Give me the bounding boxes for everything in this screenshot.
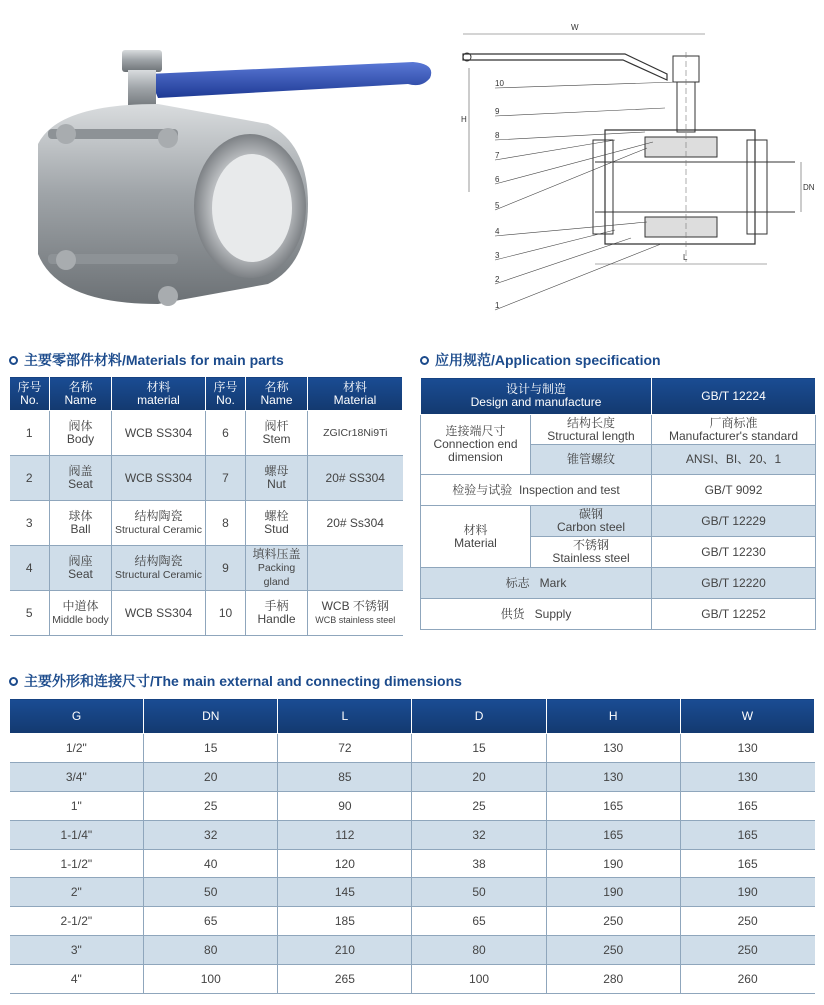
callout-8: 8 bbox=[495, 131, 500, 140]
dimension-cell: 2-1/2" bbox=[10, 907, 144, 936]
dimension-cell: 72 bbox=[278, 734, 412, 763]
table-row bbox=[10, 878, 815, 907]
dimension-cell: 20 bbox=[144, 762, 278, 791]
table-row bbox=[10, 907, 815, 936]
dimension-cell: 185 bbox=[278, 907, 412, 936]
dimension-cell: 130 bbox=[680, 734, 814, 763]
dimension-cell: 50 bbox=[412, 878, 546, 907]
dimension-cell: 250 bbox=[546, 936, 680, 965]
dimension-cell: 100 bbox=[144, 965, 278, 994]
dimension-cell: 130 bbox=[546, 734, 680, 763]
dim-label-w: W bbox=[571, 23, 579, 32]
table-row bbox=[10, 791, 815, 820]
materials-table bbox=[9, 376, 403, 636]
header-no-2: 序号 No. bbox=[206, 377, 246, 411]
table-row: 1 阀体 Body WCB SS304 6 阀杆 Stem ZGICr18Ni9Ti bbox=[10, 411, 403, 456]
table-row: 锥管螺纹 ANSI、BI、20、1 bbox=[421, 445, 816, 475]
dimension-cell: 4" bbox=[10, 965, 144, 994]
dimensions-body bbox=[10, 734, 815, 994]
dimension-cell: 32 bbox=[412, 820, 546, 849]
dimension-cell: 3" bbox=[10, 936, 144, 965]
dimension-cell: 190 bbox=[546, 878, 680, 907]
dimension-cell: 1-1/4" bbox=[10, 820, 144, 849]
ball-valve-photo bbox=[18, 34, 438, 320]
dimension-cell: 3/4" bbox=[10, 762, 144, 791]
table-row bbox=[10, 734, 815, 763]
callout-10: 10 bbox=[495, 79, 504, 88]
materials-title: 主要零部件材料/Materials for main parts bbox=[9, 350, 284, 370]
dimension-cell: 90 bbox=[278, 791, 412, 820]
table-row: 4 阀座 Seat 结构陶瓷 Structural Ceramic 9 填料压盖 Packing gland bbox=[10, 546, 403, 591]
dimension-cell: 80 bbox=[144, 936, 278, 965]
dimension-cell: 250 bbox=[680, 936, 814, 965]
callout-1: 1 bbox=[495, 301, 500, 310]
materials-header-row bbox=[10, 377, 403, 411]
dimension-cell: 250 bbox=[546, 907, 680, 936]
dimension-cell: 80 bbox=[412, 936, 546, 965]
dim-label-dn: DN bbox=[803, 183, 815, 192]
dimension-cell: 130 bbox=[680, 762, 814, 791]
dimension-cell: 65 bbox=[144, 907, 278, 936]
dimension-cell: 20 bbox=[412, 762, 546, 791]
table-row bbox=[10, 936, 815, 965]
dimension-cell: 38 bbox=[412, 849, 546, 878]
circle-bullet-icon bbox=[9, 677, 18, 686]
header-material-1: 材料 material bbox=[112, 377, 206, 411]
dimension-cell: 15 bbox=[412, 734, 546, 763]
valve-cross-section-drawing bbox=[455, 12, 815, 324]
dimensions-header-row: G DN L D H W bbox=[10, 699, 815, 734]
dimension-cell: 65 bbox=[412, 907, 546, 936]
dimension-cell: 145 bbox=[278, 878, 412, 907]
dimension-cell: 265 bbox=[278, 965, 412, 994]
callout-2: 2 bbox=[495, 275, 500, 284]
dimension-cell: 130 bbox=[546, 762, 680, 791]
dimension-cell: 280 bbox=[546, 965, 680, 994]
callout-4: 4 bbox=[495, 227, 500, 236]
dimension-cell: 15 bbox=[144, 734, 278, 763]
dimension-cell: 2" bbox=[10, 878, 144, 907]
dimension-cell: 112 bbox=[278, 820, 412, 849]
dim-label-h: H bbox=[461, 115, 467, 124]
dimension-cell: 165 bbox=[680, 849, 814, 878]
table-row bbox=[10, 849, 815, 878]
dimension-cell: 190 bbox=[680, 878, 814, 907]
dimension-cell: 190 bbox=[546, 849, 680, 878]
circle-bullet-icon bbox=[9, 356, 18, 365]
dimension-cell: 100 bbox=[412, 965, 546, 994]
table-row bbox=[10, 762, 815, 791]
callout-9: 9 bbox=[495, 107, 500, 116]
spec-table bbox=[420, 377, 816, 630]
table-row: 不锈钢 Stainless steel GB/T 12230 bbox=[421, 537, 816, 568]
dimension-cell: 50 bbox=[144, 878, 278, 907]
dimension-cell: 165 bbox=[680, 791, 814, 820]
table-row: 材料 Material 碳钢 Carbon steel GB/T 12229 bbox=[421, 506, 816, 537]
dimension-cell: 120 bbox=[278, 849, 412, 878]
table-row bbox=[10, 965, 815, 994]
spec-title: 应用规范/Application specification bbox=[420, 350, 661, 370]
dimensions-table bbox=[9, 698, 815, 994]
callout-3: 3 bbox=[495, 251, 500, 260]
header-no-1: 序号 No. bbox=[10, 377, 50, 411]
table-row: 连接端尺寸 Connection end dimension 结构长度 Structural length 厂商标准 Manufacturer's standard bbox=[421, 415, 816, 445]
header-name-2: 名称 Name bbox=[246, 377, 308, 411]
table-row: 2 阀盖 Seat WCB SS304 7 螺母 Nut 20# SS304 bbox=[10, 456, 403, 501]
callout-6: 6 bbox=[495, 175, 500, 184]
dimension-cell: 165 bbox=[546, 791, 680, 820]
dim-label-l: L bbox=[683, 253, 688, 262]
dimension-cell: 25 bbox=[144, 791, 278, 820]
dimension-cell: 165 bbox=[546, 820, 680, 849]
dimension-cell: 165 bbox=[680, 820, 814, 849]
callout-5: 5 bbox=[495, 201, 500, 210]
dimension-cell: 1-1/2" bbox=[10, 849, 144, 878]
dimension-cell: 260 bbox=[680, 965, 814, 994]
header-material-2: 材料 Material bbox=[308, 377, 403, 411]
dimension-cell: 85 bbox=[278, 762, 412, 791]
dimension-cell: 32 bbox=[144, 820, 278, 849]
table-row: 检验与试验 Inspection and test GB/T 9092 bbox=[421, 475, 816, 506]
dimension-cell: 25 bbox=[412, 791, 546, 820]
table-row: 标志 Mark GB/T 12220 bbox=[421, 568, 816, 599]
dimension-cell: 1" bbox=[10, 791, 144, 820]
table-row bbox=[10, 820, 815, 849]
table-row: 供货 Supply GB/T 12252 bbox=[421, 599, 816, 630]
callout-7: 7 bbox=[495, 151, 500, 160]
dimension-cell: 210 bbox=[278, 936, 412, 965]
dimension-cell: 250 bbox=[680, 907, 814, 936]
header-name-1: 名称 Name bbox=[50, 377, 112, 411]
table-row: 5 中道体 Middle body WCB SS304 10 手柄 Handle WCB 不锈钢 WCB stainless steel bbox=[10, 591, 403, 636]
circle-bullet-icon bbox=[420, 356, 429, 365]
dimensions-title: 主要外形和连接尺寸/The main external and connecting dimensions bbox=[9, 671, 462, 691]
table-row: 3 球体 Ball 结构陶瓷 Structural Ceramic 8 螺栓 Stud 20# Ss304 bbox=[10, 501, 403, 546]
dimension-cell: 1/2" bbox=[10, 734, 144, 763]
dimension-cell: 40 bbox=[144, 849, 278, 878]
spec-header-row: 设计与制造 Design and manufacture GB/T 12224 bbox=[421, 378, 816, 415]
